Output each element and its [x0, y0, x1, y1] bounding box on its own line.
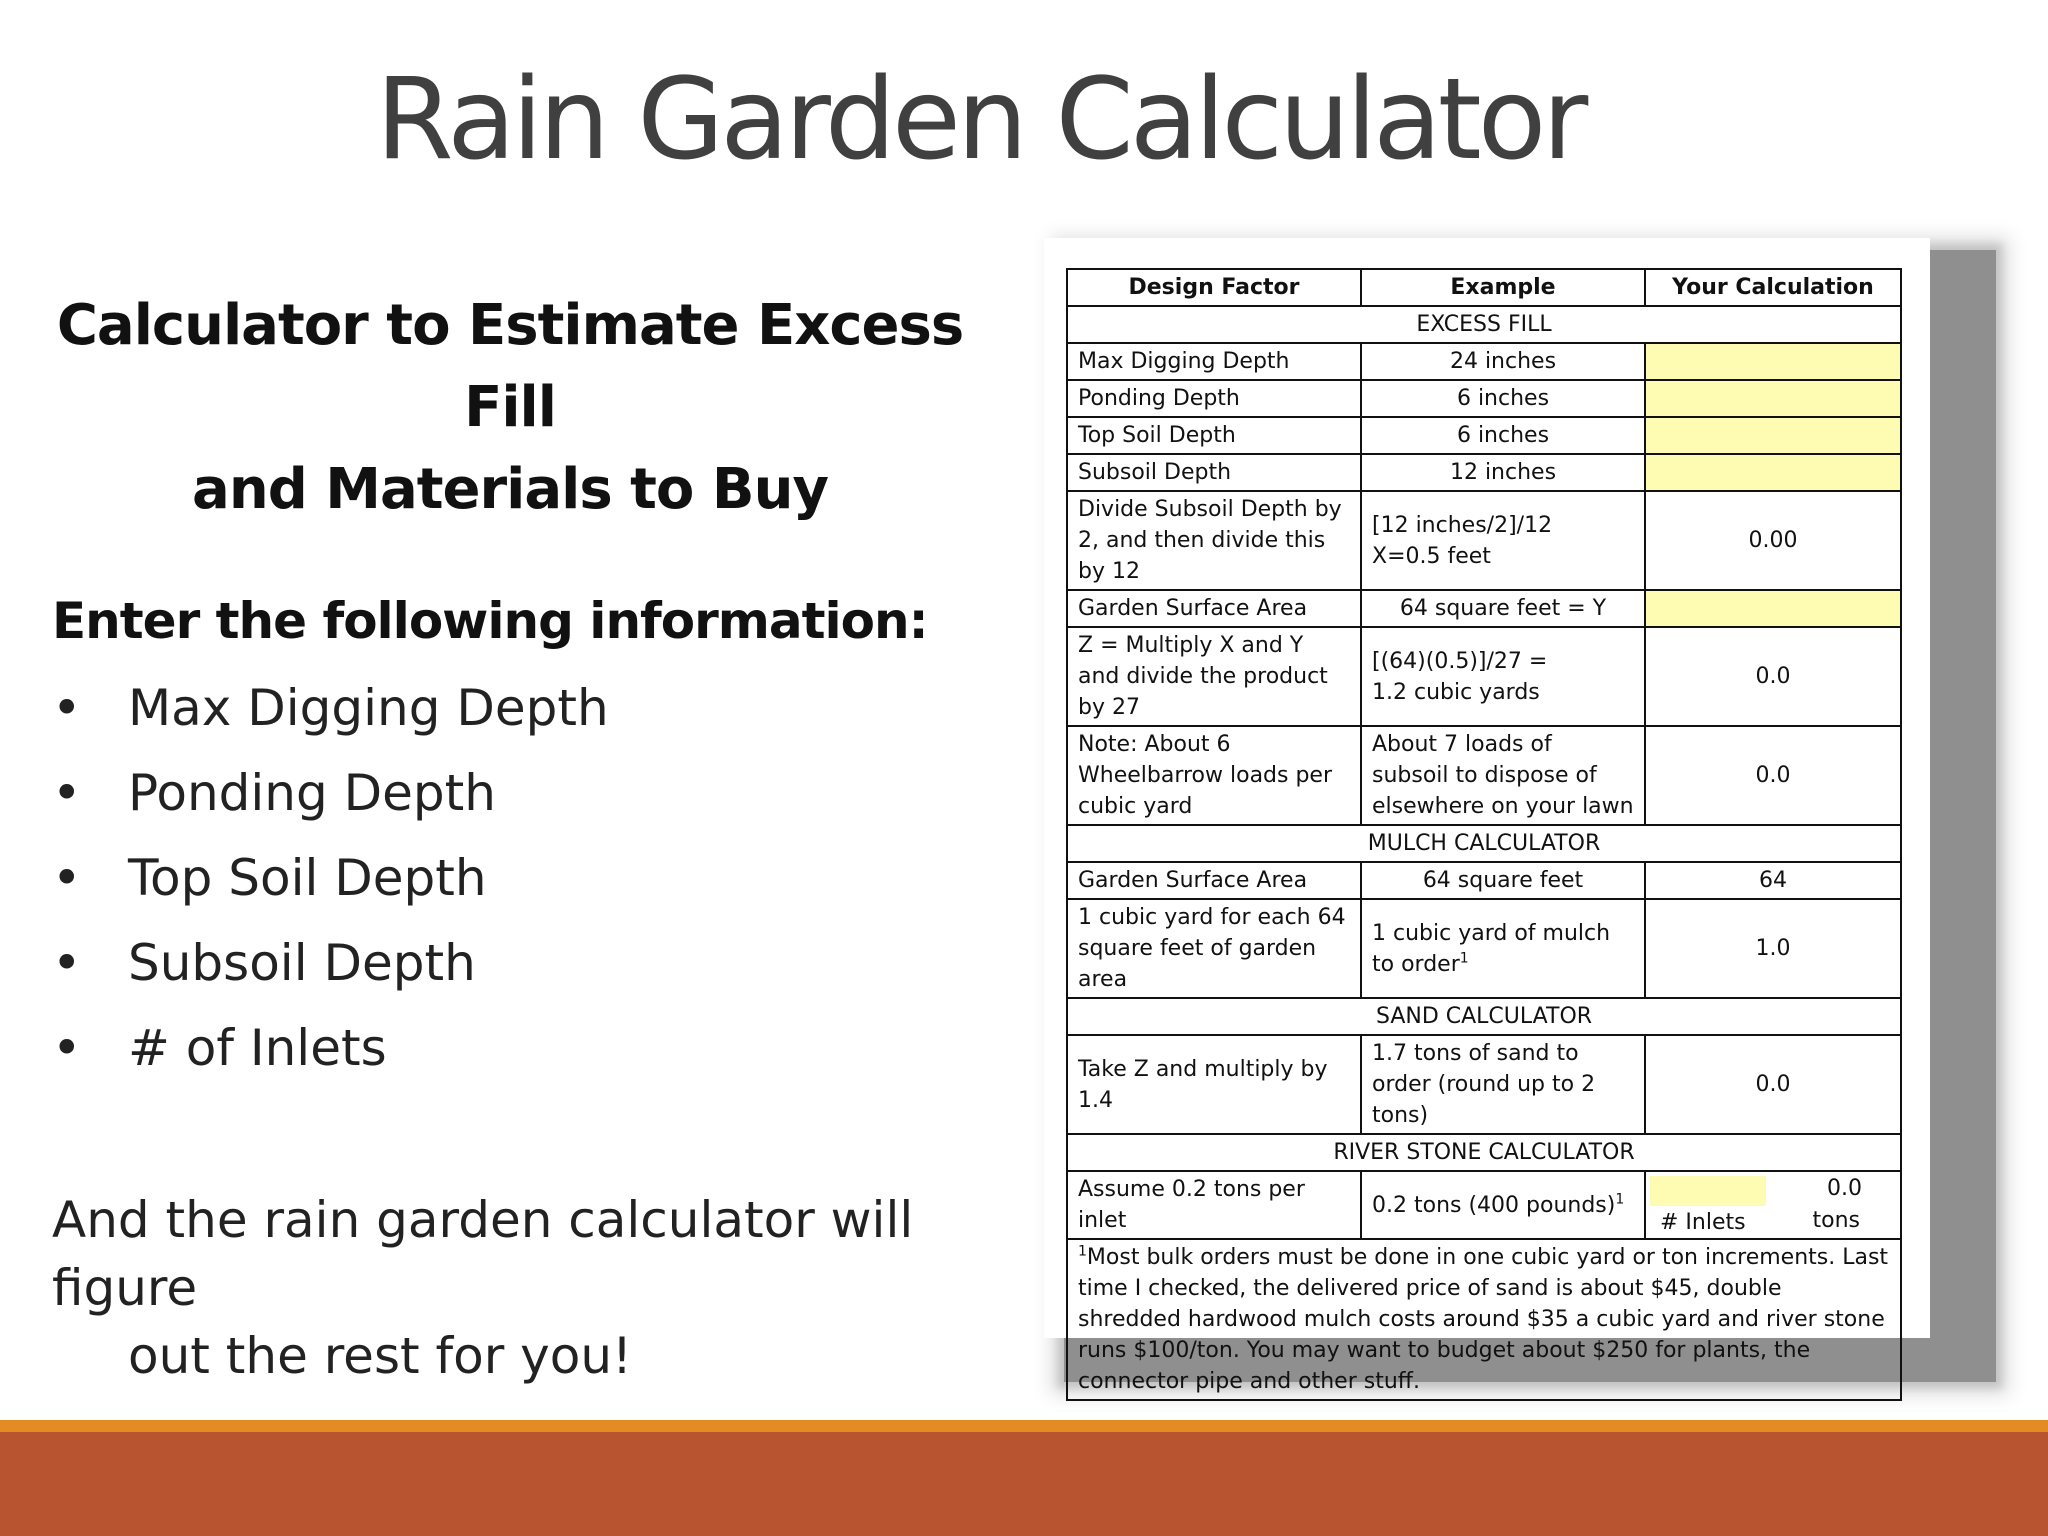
header-example: Example: [1361, 269, 1645, 306]
section-label: SAND CALCULATOR: [1067, 998, 1901, 1035]
table-header-row: [1067, 269, 1901, 306]
slide-title: Rain Garden Calculator: [375, 55, 1585, 185]
example-line: 1.2 cubic yards: [1372, 679, 1540, 705]
factor-cell: Ponding Depth: [1067, 380, 1361, 417]
example-line: [12 inches/2]/12: [1372, 512, 1553, 538]
list-item: [52, 670, 609, 755]
factor-cell: Subsoil Depth: [1067, 454, 1361, 491]
bullet-icon: •: [52, 934, 82, 992]
table-row: [1067, 726, 1901, 825]
factor-cell: Note: About 6 Wheelbarrow loads per cubic yard: [1067, 726, 1361, 825]
example-cell: [1361, 491, 1645, 590]
list-item-label: Subsoil Depth: [128, 934, 476, 992]
list-item: [52, 840, 609, 925]
list-item: [52, 1010, 609, 1095]
closing-line-2: out the rest for you!: [128, 1327, 633, 1385]
subtitle: [30, 285, 990, 531]
table-row: [1067, 862, 1901, 899]
table-row: [1067, 380, 1901, 417]
example-cell: 64 square feet = Y: [1361, 590, 1645, 627]
garden-surface-area-input[interactable]: [1645, 590, 1901, 627]
section-mulch: [1067, 825, 1901, 862]
info-list: [52, 670, 609, 1095]
section-sand: [1067, 998, 1901, 1035]
factor-cell: Take Z and multiply by 1.4: [1067, 1035, 1361, 1134]
table-row: [1067, 491, 1901, 590]
example-cell: 6 inches: [1361, 380, 1645, 417]
table-row: [1067, 1035, 1901, 1134]
factor-cell: Top Soil Depth: [1067, 417, 1361, 454]
factor-cell: Assume 0.2 tons per inlet: [1067, 1171, 1361, 1239]
bullet-icon: •: [52, 1019, 82, 1077]
example-text: 0.2 tons (400 pounds): [1372, 1192, 1616, 1218]
list-item: [52, 925, 609, 1010]
footer-band: [0, 1432, 2048, 1536]
enter-info-heading: Enter the following information:: [52, 592, 928, 650]
calculator-table: [1066, 268, 1902, 1401]
list-item-label: Max Digging Depth: [128, 679, 609, 737]
calculator-image: [1044, 238, 1930, 1394]
subtitle-line-2: and Materials to Buy: [192, 457, 828, 522]
inlets-label: # Inlets: [1660, 1210, 1746, 1235]
footer-accent-line: [0, 1420, 2048, 1432]
calculation-cell: 0.00: [1645, 491, 1901, 590]
list-item: [52, 755, 609, 840]
header-design-factor: Design Factor: [1067, 269, 1361, 306]
calculation-cell: 0.0: [1645, 726, 1901, 825]
section-excess-fill: [1067, 306, 1901, 343]
table-row: [1067, 343, 1901, 380]
example-cell: 1.7 tons of sand to order (round up to 2 tons): [1361, 1035, 1645, 1134]
factor-cell: Z = Multiply X and Y and divide the product by 27: [1067, 627, 1361, 726]
table-row: [1067, 417, 1901, 454]
max-digging-depth-input[interactable]: [1645, 343, 1901, 380]
closing-text: [52, 1186, 1002, 1390]
example-cell: 6 inches: [1361, 417, 1645, 454]
example-cell: 12 inches: [1361, 454, 1645, 491]
bullet-icon: •: [52, 849, 82, 907]
footnote-marker: 1: [1615, 1191, 1625, 1208]
bullet-icon: •: [52, 679, 82, 737]
footnote-marker: 1: [1459, 950, 1469, 967]
table-row: [1067, 454, 1901, 491]
bullet-icon: •: [52, 764, 82, 822]
factor-cell: 1 cubic yard for each 64 square feet of garden area: [1067, 899, 1361, 998]
closing-line-1: And the rain garden calculator will figure: [52, 1191, 914, 1317]
list-item-label: Top Soil Depth: [128, 849, 487, 907]
footnote-text: Most bulk orders must be done in one cubic yard or ton increments. Last time I checked, the delivered price of sand is about $45, double shredded hardwood mulch costs around $35 a cubic yard and river stone runs $100/ton. You may want to budget about $250 for plants, the connector pipe and other stuff.: [1078, 1245, 1889, 1394]
section-label: RIVER STONE CALCULATOR: [1067, 1134, 1901, 1171]
example-text: 1 cubic yard of mulch to order: [1372, 920, 1611, 977]
footnote-row: [1067, 1239, 1901, 1400]
section-river-stone: [1067, 1134, 1901, 1171]
example-cell: [1361, 899, 1645, 998]
list-item-label: # of Inlets: [128, 1019, 387, 1077]
factor-cell: Max Digging Depth: [1067, 343, 1361, 380]
factor-cell: Garden Surface Area: [1067, 590, 1361, 627]
example-line: X=0.5 feet: [1372, 543, 1491, 569]
footnote-marker: 1: [1078, 1243, 1087, 1260]
stone-tons-unit: tons: [1812, 1208, 1860, 1233]
example-line: [(64)(0.5)]/27 =: [1372, 648, 1548, 674]
top-soil-depth-input[interactable]: [1645, 417, 1901, 454]
stone-tons-value: 0.0: [1827, 1176, 1862, 1201]
calculation-cell: 0.0: [1645, 1035, 1901, 1134]
list-item-label: Ponding Depth: [128, 764, 496, 822]
table-row: [1067, 590, 1901, 627]
table-row: [1067, 627, 1901, 726]
section-label: EXCESS FILL: [1067, 306, 1901, 343]
river-stone-calculation-cell: [1645, 1171, 1901, 1239]
calculation-cell: 0.0: [1645, 627, 1901, 726]
inlets-input[interactable]: [1650, 1176, 1766, 1206]
factor-cell: Garden Surface Area: [1067, 862, 1361, 899]
footnote-cell: [1067, 1239, 1901, 1400]
subsoil-depth-input[interactable]: [1645, 454, 1901, 491]
factor-cell: Divide Subsoil Depth by 2, and then divide this by 12: [1067, 491, 1361, 590]
subtitle-line-1: Calculator to Estimate Excess Fill: [56, 293, 964, 440]
table-row: [1067, 899, 1901, 998]
header-your-calculation: Your Calculation: [1645, 269, 1901, 306]
example-cell: 24 inches: [1361, 343, 1645, 380]
example-cell: [1361, 1171, 1645, 1239]
calculation-cell: 1.0: [1645, 899, 1901, 998]
example-cell: [1361, 627, 1645, 726]
calculation-cell: 64: [1645, 862, 1901, 899]
ponding-depth-input[interactable]: [1645, 380, 1901, 417]
section-label: MULCH CALCULATOR: [1067, 825, 1901, 862]
table-row: [1067, 1171, 1901, 1239]
example-cell: 64 square feet: [1361, 862, 1645, 899]
example-cell: About 7 loads of subsoil to dispose of elsewhere on your lawn: [1361, 726, 1645, 825]
